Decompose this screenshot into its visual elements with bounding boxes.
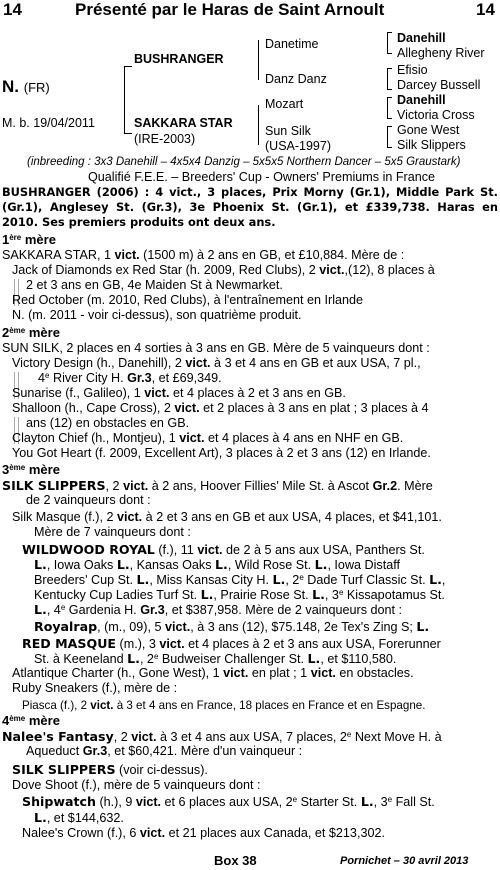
dam-line-cont: de 2 vainqueurs dont : — [26, 493, 151, 507]
pedigree-bracket — [387, 32, 392, 54]
text-span: vict. — [135, 795, 162, 809]
text-span: L. — [416, 619, 430, 634]
pedigree-g3: Allegheny River — [397, 46, 485, 60]
pedigree-g3: Darcey Bussell — [397, 78, 481, 92]
text-span: Gr.3 — [140, 603, 165, 617]
text-span: e — [346, 730, 352, 739]
dam-line — [2, 248, 498, 263]
text-span: Fall St. — [392, 795, 435, 809]
text-span: WILDWOOD ROYAL — [22, 542, 155, 557]
text-span: , (m., 09), 5 — [97, 620, 165, 634]
text-span: vict. — [319, 263, 345, 277]
text-span: e — [338, 588, 344, 597]
text-span: , Iowa Oaks — [46, 558, 117, 572]
text-span: L. — [127, 651, 140, 666]
pedigree-dam-sire: Mozart — [265, 97, 304, 111]
text-span: L. — [215, 557, 228, 572]
pedigree-dam-dam-origin: (USA-1997) — [265, 139, 331, 153]
text-span: River City H. — [49, 371, 128, 385]
text-span: L. — [314, 557, 328, 572]
pedigree-bracket-main — [124, 66, 125, 133]
sire-paragraph: BUSHRANGER (2006) : 4 vict., 3 places, Prix Morny (Gr.1), Middle Park St. (Gr.1), Anglesey St. (Gr.3), 3e Phoenix St. (Gr.1), et £339,738. Haras en 2010. Ses premiers produits ont deux ans. — [2, 185, 498, 229]
text-span: , Iowa Distaff — [327, 558, 400, 572]
text-span: (1500 m) à 2 ans en GB, et £10,884. Mère de : — [139, 248, 405, 262]
text-span: Jack of Diamonds ex Red Star (h. 2009, Red Clubs), 2 — [12, 263, 320, 277]
text-span: et 4 places à 2 et 3 ans aux USA, Forerunner — [184, 637, 441, 651]
text-span: e — [387, 795, 393, 804]
pedigree-tick — [124, 66, 132, 67]
text-span: , et $60,421. Mère d'un vainqueur : — [107, 744, 303, 758]
text-span: , 3 — [373, 795, 388, 809]
text-span: Starter St. — [297, 795, 361, 809]
text-span: e — [292, 795, 298, 804]
text-span: (voir ci-dessus). — [115, 763, 208, 777]
text-span: en obstacles. — [335, 666, 414, 680]
text-span: Kentucky Cup Ladies Turf St. — [34, 588, 201, 602]
text-span: Budweiser Challenger St. — [158, 652, 308, 666]
text-span: mère — [25, 462, 60, 477]
produce-line — [12, 431, 498, 446]
pedigree-bracket — [387, 68, 392, 90]
text-span: SAKKARA STAR, 1 — [2, 248, 115, 262]
text-span: L. — [116, 557, 130, 572]
pedigree-sire-dam: Danz Danz — [265, 72, 327, 86]
text-span: L. — [34, 557, 47, 572]
text-span: à 3 et 4 ans en France, 18 places en France et en Espagne. — [113, 699, 426, 712]
text-span: (m.), 3 — [116, 637, 160, 651]
text-span: Breeders' Cup St. — [34, 573, 137, 587]
text-span: vict. — [90, 699, 114, 712]
text-span: , Kansas Oaks — [129, 558, 216, 572]
pedigree-sire: BUSHRANGER — [134, 52, 224, 66]
text-span: et 21 places aux Canada, et $213,302. — [165, 826, 385, 840]
text-span: et 6 places aux USA, 2 — [161, 795, 293, 809]
text-span: vict. — [223, 666, 249, 680]
produce-line-cont — [38, 371, 498, 386]
text-span: Nalee's Fantasy — [2, 729, 114, 744]
text-span: e — [45, 371, 50, 380]
text-span: L. — [429, 572, 442, 587]
produce-line-cont: Mère de 7 vainqueurs dont : — [34, 525, 191, 539]
horse-birth: M. b. 19/04/2011 — [2, 116, 95, 130]
produce-line-cont: ans (12) en obstacles en GB. — [26, 416, 190, 430]
text-span: , Wild Rose St. — [227, 558, 315, 572]
text-span: L. — [307, 651, 321, 666]
pedigree-g3: Efisio — [397, 63, 428, 77]
pedigree-bracket — [258, 40, 259, 80]
text-span: e — [60, 603, 66, 612]
text-span: Royalrap — [34, 619, 98, 634]
produce-line: Red October (m. 2010, Red Clubs), à l'entraînement en Irlande — [12, 293, 364, 307]
text-span: , 2 — [113, 730, 132, 744]
text-span: Sunarise (f., Galileo), 1 — [12, 386, 145, 400]
text-span: vict. — [144, 386, 170, 400]
text-span: L. — [34, 602, 47, 617]
text-span: , à 3 ans (12), $75.148, 2e Tex's Zing S; — [190, 620, 417, 634]
produce-line-cont — [34, 810, 498, 826]
text-span: et 4 places à 2 et 3 ans en GB. — [169, 386, 346, 400]
section-heading-2 — [2, 325, 498, 340]
text-span: vict. — [131, 730, 157, 744]
text-span: Nalee's Crown (f.), 6 — [22, 826, 140, 840]
text-span: vict. — [179, 431, 205, 445]
pedigree-tick — [124, 133, 132, 134]
text-span: vict. — [174, 401, 200, 415]
text-span: , et $144,632. — [46, 811, 124, 825]
produce-line — [22, 698, 498, 713]
pedigree-dam-dam: Sun Silk — [265, 124, 311, 138]
text-span: ,(12), 8 places à — [344, 263, 435, 277]
text-span: , 2 — [105, 479, 124, 493]
page-title: Présenté par le Haras de Saint Arnoult — [75, 0, 385, 19]
text-span: L. — [312, 587, 325, 602]
text-span: , Miss Kansas City H. — [149, 573, 273, 587]
text-span: de 2 à 5 ans aux USA, Panthers St. — [222, 543, 425, 557]
text-span: Victory Design (h., Danehill), 2 — [12, 356, 186, 370]
pedigree-bracket — [258, 105, 259, 145]
qualification-note: Qualifié F.E.E. – Breeders' Cup - Owners' Premiums in France — [88, 170, 436, 184]
text-span: Gr.3 — [127, 371, 152, 385]
text-span: vict. — [114, 248, 140, 262]
pedigree-bracket — [387, 126, 392, 148]
dam-line — [2, 729, 498, 745]
text-span: RED MASQUE — [22, 636, 117, 651]
text-span: 2 — [2, 325, 10, 340]
text-span: , et £69,349. — [151, 371, 222, 385]
text-span: mère — [21, 232, 56, 247]
text-span: 1 — [2, 232, 10, 247]
text-span: ème — [9, 714, 26, 723]
text-span: (f.), 11 — [154, 543, 198, 557]
text-span: L. — [200, 587, 214, 602]
text-span: et 2 places à 3 ans en plat ; 3 places à 4 — [199, 401, 429, 415]
text-span: mère — [25, 713, 60, 728]
produce-line-cont: 2 et 3 ans en GB, 4e Maiden St à Newmarket. — [26, 278, 283, 292]
produce-line-cont — [34, 587, 498, 603]
text-span: SILK SLIPPERS — [12, 762, 116, 777]
text-span: , et $387,958. Mère de 2 vainqueurs dont : — [164, 603, 403, 617]
produce-line — [12, 263, 498, 278]
text-span: St. à Keeneland — [34, 652, 128, 666]
text-span: Atlantique Charter (h., Gone West), 1 — [12, 666, 224, 680]
pedigree-g3: Danehill — [397, 93, 446, 107]
produce-line — [22, 826, 498, 841]
produce-line — [12, 666, 498, 681]
pedigree-sire-sire: Danetime — [265, 37, 319, 51]
text-span: . — [397, 479, 405, 493]
produce-line — [22, 542, 498, 558]
lot-number-left: 14 — [3, 0, 22, 19]
pedigree-g3: Victoria Cross — [397, 108, 475, 122]
text-span: à 3 et 4 ans en GB et aux USA, 7 pl., — [210, 356, 421, 370]
box-number: Box 38 — [214, 853, 257, 868]
produce-line — [12, 401, 498, 416]
text-span: 4 — [38, 371, 46, 385]
text-span: L. — [360, 794, 374, 809]
text-span: e — [299, 573, 304, 582]
pedigree-g3: Danehill — [397, 31, 446, 45]
text-span: vict. — [123, 479, 149, 493]
text-span: vict. — [159, 637, 185, 651]
text-span: e — [153, 652, 159, 661]
dam-line: SUN SILK, 2 places en 4 sorties à 3 ans en GB. Mère de 5 vainqueurs dont : — [2, 341, 430, 355]
text-span: vict. — [197, 543, 223, 557]
pedigree-dam: SAKKARA STAR — [134, 116, 233, 130]
horse-name: N. — [2, 77, 19, 96]
produce-line: Ruby Sneakers (f.), mère de : — [12, 681, 178, 695]
section-heading-4 — [2, 713, 498, 728]
text-span: ère — [9, 233, 22, 242]
text-span: ème — [9, 463, 26, 472]
text-span: vict. — [310, 666, 336, 680]
text-span: et 4 places à 4 ans en NHF en GB. — [204, 431, 404, 445]
inbreeding-note: (inbreeding : 3x3 Danehill – 4x5x4 Danzig – 5x5x5 Northern Dancer – 5x5 Graustark) — [27, 156, 461, 168]
dam-line-cont — [26, 744, 498, 759]
text-span: , — [441, 573, 446, 587]
text-span: Gr.2 — [372, 479, 398, 493]
pedigree-g3: Gone West — [397, 123, 460, 137]
text-span: Gardenia H. — [65, 603, 141, 617]
text-span: Piasca (f.), 2 — [22, 699, 91, 712]
text-span: 4 — [2, 713, 10, 728]
text-span: , 2 — [285, 573, 300, 587]
text-span: Aqueduct — [26, 744, 83, 758]
text-span: vict. — [139, 826, 166, 840]
produce-line — [12, 356, 498, 371]
text-span: 3 — [2, 462, 10, 477]
text-span: , 4 — [46, 603, 61, 617]
text-span: Kissapotamus St. — [343, 588, 445, 602]
text-span: vict. — [116, 510, 143, 524]
pedigree-bracket — [387, 97, 392, 119]
text-span: , 2 — [139, 652, 154, 666]
text-span: Mère — [404, 479, 433, 493]
produce-line-cont — [34, 651, 498, 667]
produce-line-cont — [34, 572, 498, 588]
sale-info: Pornichet – 30 avril 2013 — [340, 855, 469, 867]
text-span: L. — [272, 572, 286, 587]
pedigree-dam-origin: (IRE-2003) — [134, 132, 196, 146]
text-span: Gr.3 — [82, 744, 108, 758]
section-heading-3 — [2, 462, 498, 477]
text-span: ème — [9, 326, 26, 335]
horse-name-block — [2, 77, 50, 97]
dam-line — [2, 478, 498, 494]
text-span: , 3 — [324, 588, 339, 602]
text-span: Shipwatch — [22, 794, 96, 809]
text-span: , Prairie Rose St. — [213, 588, 313, 602]
produce-line — [12, 386, 498, 401]
produce-line: Dove Shoot (f.), mère de 5 vainqueurs dont : — [12, 778, 261, 792]
text-span: (h.), 9 — [95, 795, 136, 809]
text-span: en plat ; 1 — [248, 666, 311, 680]
text-span: Next Move H. à — [351, 730, 442, 744]
text-span: L. — [34, 810, 47, 825]
produce-line — [22, 794, 498, 810]
text-span: vict. — [185, 356, 211, 370]
produce-line: N. (m. 2011 - voir ci-dessus), son quatrième produit. — [12, 308, 302, 322]
text-span: Shalloon (h., Cape Cross), 2 — [12, 401, 175, 415]
text-span: Clayton Chief (h., Montjeu), 1 — [12, 431, 180, 445]
section-heading-1 — [2, 232, 498, 247]
produce-line-cont — [34, 602, 498, 618]
text-span: à 3 et 4 ans aux USA, 7 places, 2 — [156, 730, 347, 744]
text-span: Dade Turf Classic St. — [303, 573, 430, 587]
text-span: à 2 et 3 ans en GB et aux USA, 4 places, et $41,101. — [142, 510, 442, 524]
text-span: vict. — [165, 620, 191, 634]
produce-line-cont — [34, 557, 498, 573]
text-span: L. — [136, 572, 150, 587]
produce-line — [22, 636, 498, 652]
pedigree-g3: Silk Slippers — [397, 138, 466, 152]
text-span: Silk Masque (f.), 2 — [12, 510, 117, 524]
horse-country: (FR) — [23, 80, 50, 95]
text-span: SILK SLIPPERS — [2, 478, 106, 493]
produce-line — [34, 619, 498, 635]
produce-line — [12, 762, 498, 778]
produce-line: You Got Heart (f. 2009, Excellent Art), 3 places à 2 et 3 ans (12) en Irlande. — [12, 446, 431, 460]
lot-number-right: 14 — [476, 0, 495, 19]
produce-line — [12, 510, 498, 525]
text-span: mère — [25, 325, 60, 340]
text-span: à 2 ans, Hoover Fillies' Mile St. à Ascot — [148, 479, 373, 493]
text-span: , et $110,580. — [320, 652, 397, 666]
